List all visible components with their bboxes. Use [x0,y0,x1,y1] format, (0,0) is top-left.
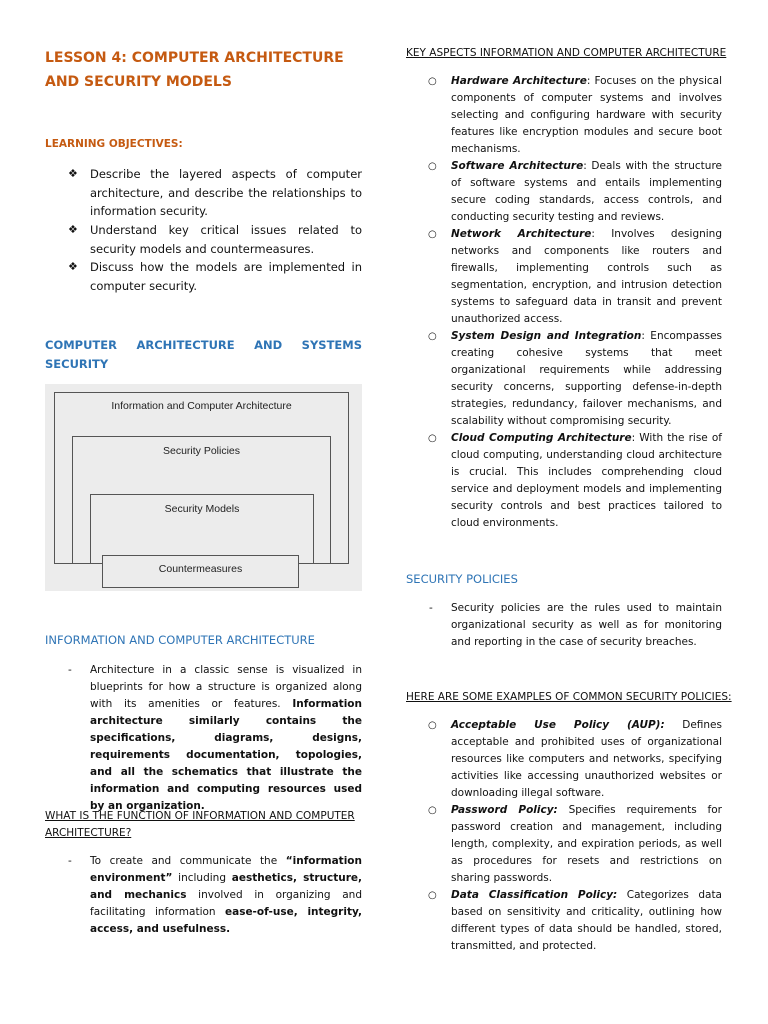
list-item [428,887,722,955]
figure-layer-models [90,494,314,564]
ring-bullet-icon: ○ [428,890,437,901]
dash-bullet-icon: - [68,664,72,676]
paragraph-text: including [172,872,232,884]
lesson-title: LESSON 4: COMPUTER ARCHITECTURE AND SECURITY MODELS [45,50,344,90]
objective-text: Discuss how the models are implemented in computer security. [90,260,362,293]
key-aspects-heading: KEY ASPECTS INFORMATION AND COMPUTER ARCHITECTURE [406,47,727,59]
paragraph-text: To create and communicate the [90,855,286,867]
paragraph-text: Categorizes data based on sensitivity and criticality, outlining how different types of data should be handled, stored, transmitted, and protected. [451,889,722,952]
layered-architecture-figure [45,384,362,591]
function-heading: WHAT IS THE FUNCTION OF INFORMATION AND COMPUTER ARCHITECTURE? [45,810,355,839]
diamond-bullet-icon: ❖ [68,260,78,274]
paragraph-text: Security policies are the rules used to maintain organizational security as well as for monitoring and reporting in the case of security breaches. [451,602,722,648]
diamond-bullet-icon: ❖ [68,167,78,180]
ring-bullet-icon: ○ [428,805,437,816]
term-text: Password Policy: [451,804,558,816]
term-text: Acceptable Use Policy (AUP): [451,719,665,731]
diamond-bullet-icon: ❖ [68,222,78,236]
key-aspects-list [428,73,723,532]
paragraph-bold-text: aesthetics, structure, and mechanics [90,872,362,901]
ring-bullet-icon: ○ [428,720,437,731]
dash-bullet-icon: - [68,855,72,867]
list-item [68,165,362,221]
list-item [428,158,722,226]
paragraph-text: : Involves designing networks and components like routers and firewalls, implementing controls such as segmentation, encryption, and intrusion detection systems to safeguard data in transit and prevent unauthorized access. [451,228,723,325]
paragraph-text: : Focuses on the physical components of computer systems and involves selecting and configuring hardware with security features like encryption modules and secure boot mechanisms. [451,75,722,155]
term-text: Network Architecture [451,228,592,240]
paragraph-text: : Deals with the structure of software systems and entails implementing secure coding standards, access controls, and conducting security testing and reviews. [451,160,722,223]
term-text: Hardware Architecture [451,75,587,87]
paragraph-bold-text: “information environment” [90,855,362,884]
section-heading-info-architecture: INFORMATION AND COMPUTER ARCHITECTURE [45,633,315,647]
paragraph-text: : Encompasses creating cohesive systems that meet organizational requirements while addressing security concerns, supporting defense-in-depth strategies, redundancy, failover mechanisms, and scalability without compromising security. [451,330,722,427]
term-text: Software Architecture [451,160,584,172]
dash-bullet-icon: - [429,602,433,614]
list-item [428,73,722,158]
figure-layer-countermeasures [102,555,299,588]
figure-layer-label: Information and Computer Architecture [111,400,292,412]
section-heading-architecture-security [45,336,362,374]
figure-layer-label: Countermeasures [158,563,243,575]
list-item [428,802,722,887]
security-policies-paragraph [429,600,722,651]
architecture-paragraph [68,662,362,815]
objectives-heading: LEARNING OBJECTIVES: [45,138,183,150]
figure-layer-label: Security Policies [162,445,241,457]
policy-examples-list [428,717,722,955]
paragraph-bold-text: Information architecture similarly contains the specifications, diagrams, designs, requirements documentation, topologies, and all the schematics that illustrate the information and computing resources used by an organization. [90,698,362,812]
list-item [428,430,723,532]
list-item [428,717,722,802]
figure-layer-label: Security Models [164,503,240,515]
objectives-list [68,165,362,296]
ring-bullet-icon: ○ [428,433,437,444]
heading-line: SECURITY [45,357,109,371]
list-item [428,328,722,430]
ring-bullet-icon: ○ [428,229,437,240]
objective-text: Understand key critical issues related to security models and countermeasures. [90,222,362,256]
objective-text: Describe the layered aspects of computer architecture, and describe the relationships to information security. [90,167,362,219]
paragraph-bold-text: ease-of-use, integrity, access, and usefulness. [90,906,362,935]
paragraph-text: : With the rise of cloud computing, understanding cloud architecture is crucial. This includes comprehending cloud service and deployment models and implementing security controls and best practices tailored to cloud environments. [451,432,723,529]
term-text: Data Classification Policy: [451,889,618,901]
ring-bullet-icon: ○ [428,76,437,87]
ring-bullet-icon: ○ [428,331,437,342]
paragraph-text: Specifies requirements for password creation and management, including length, complexity, and expiration periods, as well as procedures for resets and restrictions on sharing passwords. [451,804,722,884]
paragraph-text: involved in organizing and facilitating information [90,889,362,918]
list-item [68,221,362,258]
function-paragraph [68,853,362,938]
term-text: Cloud Computing Architecture [451,432,632,444]
heading-line: COMPUTER ARCHITECTURE AND SYSTEMS [45,338,362,352]
list-item [428,226,723,328]
paragraph-text: Defines acceptable and prohibited uses of organizational resources like computers and networks, specifying activities like accessing unauthorized websites or downloading illegal software. [451,719,722,799]
examples-heading: HERE ARE SOME EXAMPLES OF COMMON SECURITY POLICIES: [406,691,732,703]
paragraph-text: Architecture in a classic sense is visualized in blueprints for how a structure is organized along with its amenities or features. [90,664,362,710]
list-item [68,258,362,295]
term-text: System Design and Integration [451,330,642,342]
ring-bullet-icon: ○ [428,161,437,172]
security-policies-heading: SECURITY POLICIES [406,572,518,586]
